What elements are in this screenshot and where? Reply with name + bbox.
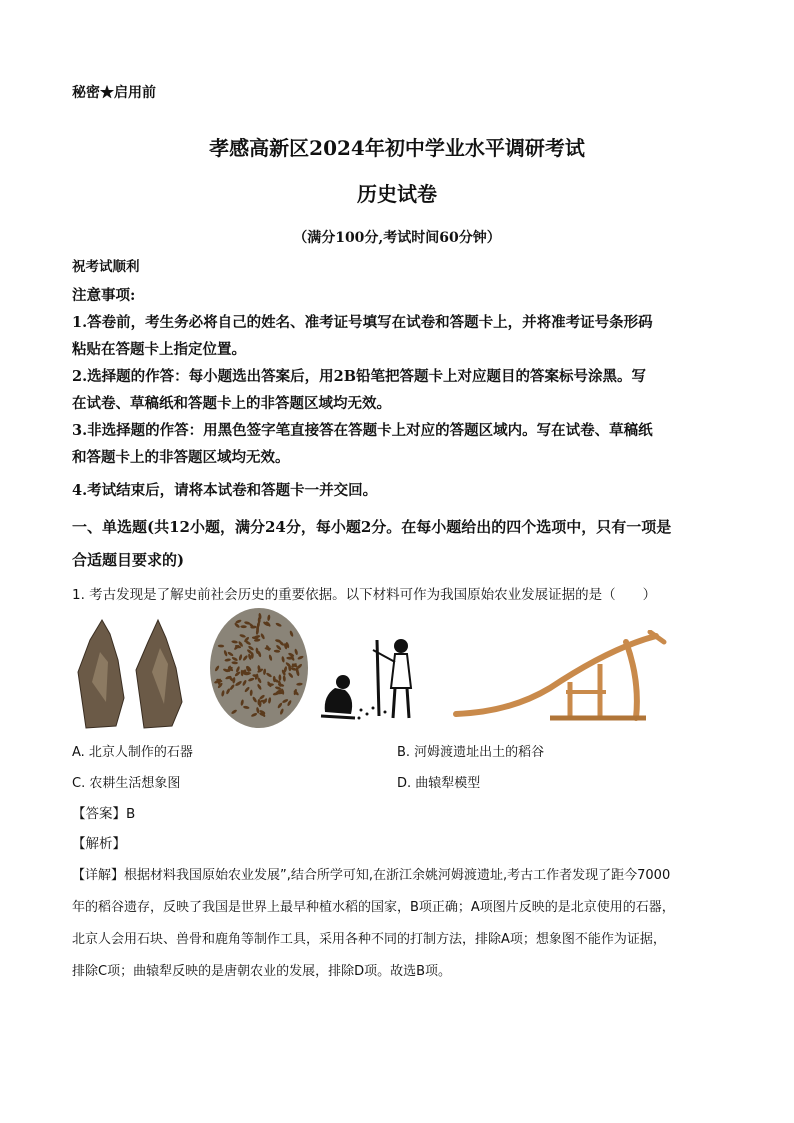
note-line: 4.考试结束后，请将本试卷和答题卡一并交回。 [72,482,378,499]
figure-head [336,675,350,689]
answer-label: 【答案】 [72,806,126,822]
detail-line: 年的稻谷遗存，反映了我国是世界上最早种植水稻的国家，B项正确；A项图片反映的是北京使用的石器， [72,900,675,915]
detail-line: 排除C项；曲辕犁反映的是唐朝农业的发展，排除D项。故选B项。 [72,964,452,979]
option-c: C. 农耕生活想象图 [72,776,181,791]
wish-text: 祝考试顺利 [72,259,140,275]
score-time: （满分100分,考试时间60分钟） [293,230,501,246]
section-heading: 一、单选题(共12小题，满分24分，每小题2分。在每小题给出的四个选项中，只有一项是 [72,518,672,536]
note-line: 1.答卷前，考生务必将自己的姓名、准考证号填写在试卷和答题卡上，并将准考证号条形码 [72,314,653,331]
detail-line: 北京人会用石块、兽骨和鹿角等制作工具，采用各种不同的打制方法，排除A项；想象图不能作为证据， [72,932,666,947]
kneeling-figure [325,688,352,714]
plow-handle [626,642,637,718]
exam-title: 孝感高新区2024年初中学业水平调研考试 [209,136,585,160]
rice-grain-image [208,606,310,730]
note-line: 3.非选择题的作答：用黑色签字笔直接答在答题卡上对应的答题区域内。写在试卷、草稿纸 [72,422,653,439]
question-stem: 1. 考古发现是了解史前社会历史的重要依据。以下材料可作为我国原始农业发展证据的是（ ） [72,587,657,603]
answer-line [72,802,135,822]
subject-title: 历史试卷 [357,182,437,206]
detail-line: 【详解】根据材料我国原始农业发展”,结合所学可知,在浙江余姚河姆渡遗址,考古工作者发现了距今7000 [72,868,671,883]
farming-illustration [315,632,427,724]
answer-value: B [126,806,136,822]
note-line: 在试卷、草稿纸和答题卡上的非答题区域均无效。 [72,395,391,412]
plow-model-image [450,630,672,724]
stone-tool-image [72,612,190,732]
notes-heading: 注意事项: [72,287,136,304]
section-heading-cont: 合适题目要求的) [72,551,185,569]
note-line: 粘贴在答题卡上指定位置。 [72,341,246,358]
secret-label: 秘密★启用前 [72,85,156,101]
option-a: A. 北京人制作的石器 [72,745,193,760]
figure-head [394,639,408,653]
note-line: 和答题卡上的非答题区域均无效。 [72,449,290,466]
note-line: 2.选择题的作答：每小题选出答案后，用2B铅笔把答题卡上对应题目的答案标号涂黑。写 [72,368,646,385]
analysis-label: 【解析】 [72,836,126,852]
option-d: D. 曲辕犁模型 [397,776,481,791]
standing-figure [391,654,411,688]
option-b: B. 河姆渡遗址出土的稻谷 [397,745,545,760]
